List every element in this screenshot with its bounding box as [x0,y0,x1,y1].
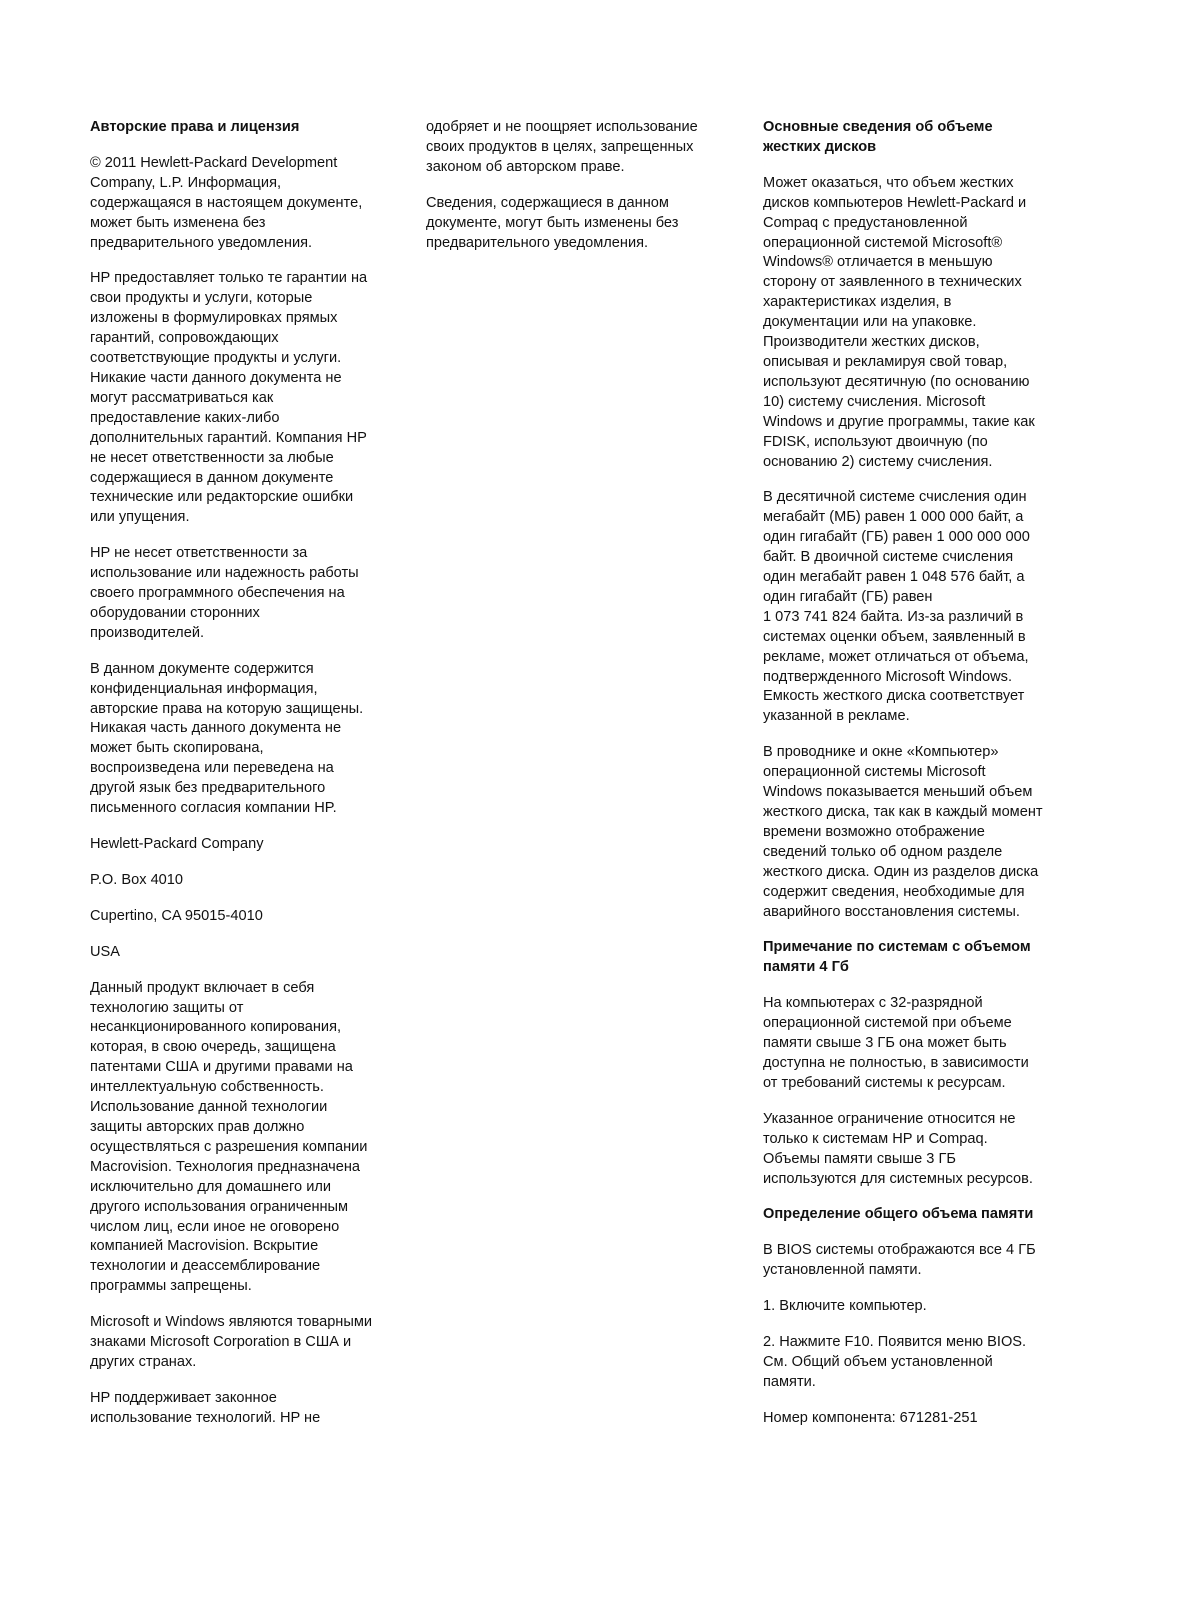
text-line: технологии и деассемблирование [90,1258,321,1275]
text-line: или упущения. [90,509,190,526]
text-line: Company, L.P. Информация, [90,174,282,191]
text-line: Compaq с предустановленной [763,214,968,231]
text-line: своего программного обеспечения на [90,585,345,602]
paragraph-country: USA [90,943,121,960]
text-line: дополнительных гарантий. Компания HP [90,429,367,446]
text-line: используются для системных ресурсов. [763,1170,1033,1187]
paragraph-32bit [763,994,1073,1094]
text-line: HP предоставляет только те гарантии на [90,270,368,287]
text-line: могут рассматриваться как [90,389,274,406]
text-line: технологию защиты от [90,999,244,1016]
paragraph-limitation [763,1110,1073,1190]
text-line: В десятичной системе счисления один [763,489,1027,506]
paragraph-lawful-use-continued [426,118,736,178]
text-line: содержащаяся в настоящем документе, [90,194,363,211]
text-line: операционной системой Microsoft® [763,234,1003,251]
text-line: несанкционированного копирования, [90,1019,342,1036]
text-line: В данном документе содержится [90,660,314,677]
paragraph-city: Cupertino, CA 95015-4010 [90,907,263,924]
text-line: может быть скопирована, [90,740,264,757]
text-line: гарантий, сопровождающих [90,330,279,347]
paragraph-disk-capacity-intro [763,174,1073,473]
text-line: программы запрещены. [90,1278,252,1295]
column-right [763,118,1073,1445]
text-line: Windows показывается меньший объем [763,784,1033,801]
paragraph-subject-to-change [426,194,736,254]
text-line: используют десятичную (по основанию [763,373,1030,390]
text-line: предварительного уведомления. [426,234,649,251]
text-line: предоставление каких-либо [90,409,280,426]
text-line: осуществляться с разрешения компании [90,1138,368,1155]
text-line: содержащиеся в данном документе [90,469,334,486]
text-line: Производители жестких дисков, [763,334,980,351]
text-line: соответствующие продукты и услуги. [90,350,342,367]
text-line: может быть изменена без [90,214,266,231]
text-line: HP не несет ответственности за [90,545,308,562]
text-line: изложены в формулировках прямых [90,310,338,327]
text-line: от требований системы к ресурсам. [763,1074,1006,1091]
text-line: Microsoft и Windows являются товарными [90,1314,373,1331]
text-line: производителей. [90,624,205,641]
text-line: © 2011 Hewlett-Packard Development [90,154,338,171]
text-line: письменного согласия компании HP. [90,800,337,817]
text-line: числом лиц, если иное не оговорено [90,1218,340,1235]
text-line: аварийного восстановления системы. [763,903,1020,920]
text-line: один мегабайт равен 1 048 576 байт, а [763,569,1025,586]
paragraph-macrovision [90,979,408,1298]
text-line: авторские права на которую защищены. [90,700,364,717]
text-line: один гигабайт (ГБ) равен [763,588,933,605]
text-line: См. Общий объем установленной [763,1353,993,1370]
text-line: памяти. [763,1373,816,1390]
text-line: патентами США и другими правами на [90,1059,353,1076]
paragraph-explorer [763,743,1073,922]
text-line: Указанное ограничение относится не [763,1110,1016,1127]
text-line: Windows® отличается в меньшую [763,254,993,271]
text-line: не несет ответственности за любые [90,449,334,466]
column-left [90,118,408,1445]
text-line: технические или редакторские ошибки [90,489,354,506]
text-line: описывая и рекламируя свой товар, [763,353,1008,370]
text-line: использование или надежность работы [90,565,359,582]
text-line: сведений только об одном разделе [763,843,1003,860]
text-line: интеллектуальную собственность. [90,1079,324,1096]
paragraph-trademarks [90,1313,408,1373]
paragraph-part-number: Номер компонента: 671281-251 [763,1409,978,1426]
text-line: операционной системой при объеме [763,1015,1012,1032]
paragraph-lawful-use [90,1389,408,1429]
text-line: Емкость жесткого диска соответствует [763,688,1025,705]
paragraph-copyright [90,154,408,254]
heading-total-memory: Определение общего объема памяти [763,1206,1034,1223]
text-line: Сведения, содержащиеся в данном [426,194,669,211]
text-line: системах оценки объем, заявленный в [763,628,1026,645]
text-line: других странах. [90,1353,197,1370]
text-line: Macrovision. Технология предназначена [90,1158,361,1175]
text-line: FDISK, используют двоичную (по [763,433,988,450]
text-line: документе, могут быть изменены без [426,214,679,231]
text-line: документации или на упаковке. [763,314,977,331]
text-line: своих продуктов в целях, запрещенных [426,138,694,155]
text-line: HP поддерживает законное [90,1389,277,1406]
text-line: которая, в свою очередь, защищена [90,1039,336,1056]
text-line: доступна не полностью, в зависимости [763,1054,1029,1071]
text-line: Основные сведения об объеме [763,119,993,135]
text-line: жесткого диска. Один из разделов диска [763,863,1039,880]
text-line: другого использования ограниченным [90,1198,349,1215]
paragraph-bios [763,1241,1073,1281]
heading-copyright-license: Авторские права и лицензия [90,119,300,135]
text-line: Никакие части данного документа не [90,369,342,386]
paragraph-step-1: 1. Включите компьютер. [763,1298,927,1315]
text-line: рекламе, может отличаться от объема, [763,648,1029,665]
text-line: жестких дисков [763,138,877,155]
text-line: времени возможно отображение [763,823,985,840]
paragraph-step-2 [763,1333,1073,1393]
text-line: один гигабайт (ГБ) равен 1 000 000 000 [763,529,1030,546]
text-line: Может оказаться, что объем жестких [763,174,1014,191]
text-line: содержит сведения, необходимые для [763,883,1025,900]
text-line: Данный продукт включает в себя [90,979,315,996]
text-line: Использование данной технологии [90,1099,328,1116]
paragraph-software-liability [90,544,408,644]
paragraph-company-name: Hewlett-Packard Company [90,836,264,852]
text-line: предварительного уведомления. [90,234,313,251]
text-line: одобряет и не поощряет использование [426,119,698,135]
text-line: компанией Macrovision. Вскрытие [90,1238,319,1255]
text-line: Никакая часть данного документа не [90,720,342,737]
text-line: памяти свыше 3 ГБ она может быть [763,1035,1007,1052]
text-line: характеристиках изделия, в [763,294,952,311]
text-line: сторону от заявленного в технических [763,274,1022,291]
text-line: основанию 2) систему счисления. [763,453,993,470]
text-line: Примечание по системам с объемом [763,939,1031,956]
text-line: исключительно для домашнего или [90,1178,332,1195]
text-line: На компьютерах с 32-разрядной [763,995,983,1012]
text-line: знаками Microsoft Corporation в США и [90,1334,352,1351]
text-line: законом об авторском праве. [426,158,625,175]
text-line: байт. В двоичной системе счисления [763,549,1014,566]
text-line: установленной памяти. [763,1262,922,1279]
text-line: 2. Нажмите F10. Появится меню BIOS. [763,1334,1027,1351]
text-line: дисков компьютеров Hewlett-Packard и [763,194,1027,211]
text-line: свои продукты и услуги, которые [90,290,313,307]
text-line: жесткого диска, так как в каждый момент [763,804,1043,820]
text-line: операционной системы Microsoft [763,764,986,781]
paragraph-confidential [90,660,408,819]
text-line: защиты авторских прав должно [90,1118,305,1135]
text-line: Windows и другие программы, такие как [763,413,1035,430]
text-line: только к системам HP и Compaq. [763,1130,988,1147]
text-line: указанной в рекламе. [763,708,910,725]
text-line: памяти 4 Гб [763,959,849,976]
paragraph-warranty [90,269,408,528]
column-middle [426,118,736,269]
text-line: оборудовании сторонних [90,604,260,621]
heading-hard-disk-capacity [763,118,1073,158]
heading-4gb-note [763,938,1073,978]
text-line: воспроизведена или переведена на [90,760,334,777]
text-line: другой язык без предварительного [90,780,326,797]
text-line: 1 073 741 824 байта. Из-за различий в [763,608,1024,625]
paragraph-decimal-binary [763,488,1073,727]
paragraph-po-box: P.O. Box 4010 [90,871,184,888]
text-line: В проводнике и окне «Компьютер» [763,744,999,761]
text-line: Объемы памяти свыше 3 ГБ [763,1150,956,1167]
text-line: конфиденциальная информация, [90,680,318,697]
text-line: подтвержденного Microsoft Windows. [763,668,1013,685]
text-line: использование технологий. HP не [90,1409,321,1426]
text-line: В BIOS системы отображаются все 4 ГБ [763,1242,1036,1259]
text-line: мегабайт (МБ) равен 1 000 000 байт, а [763,509,1024,526]
text-line: 10) систему счисления. Microsoft [763,393,986,410]
